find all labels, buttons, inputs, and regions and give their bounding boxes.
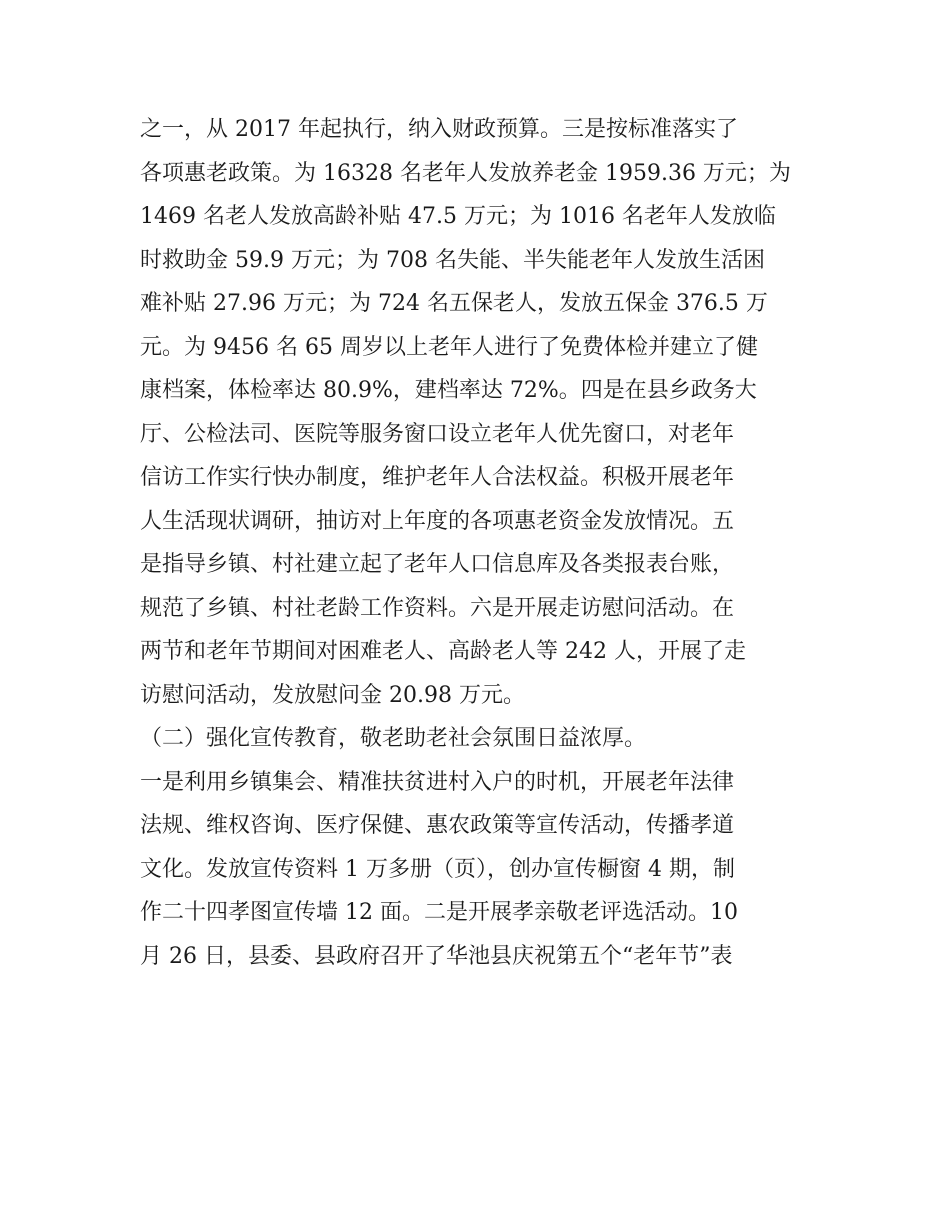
text-line: 元。为 9456 名 65 周岁以上老年人进行了免费体检并建立了健 [140, 334, 758, 360]
text-line: 厅、公检法司、医院等服务窗口设立老年人优先窗口，对老年 [140, 421, 735, 447]
text-line: 各项惠老政策。为 16328 名老年人发放养老金 1959.36 万元；为 [140, 160, 791, 186]
text-line: 难补贴 27.96 万元；为 724 名五保老人，发放五保金 376.5 万 [140, 291, 768, 316]
text-line: 月 26 日，县委、县政府召开了华池县庆祝第五个“老年节”表 [140, 943, 733, 969]
text-line: 信访工作实行快办制度，维护老年人合法权益。积极开展老年 [140, 465, 735, 490]
text-line: 法规、维权咨询、医疗保健、惠农政策等宣传活动，传播孝道 [140, 813, 735, 838]
text-line: 之一，从 2017 年起执行，纳入财政预算。三是按标准落实了 [140, 117, 738, 142]
text-line: 作二十四孝图宣传墙 12 面。二是开展孝亲敬老评选活动。10 [140, 900, 738, 925]
text-line: 时救助金 59.9 万元；为 708 名失能、半失能老年人发放生活困 [140, 247, 765, 273]
body-text [140, 108, 815, 978]
text-line: 一是利用乡镇集会、精准扶贫进村入户的时机，开展老年法律 [140, 769, 735, 795]
text-line: 规范了乡镇、村社老龄工作资料。六是开展走访慰问活动。在 [140, 595, 735, 621]
text-line: 康档案，体检率达 80.9%，建档率达 72%。四是在县乡政务大 [140, 378, 757, 403]
section-heading: （二）强化宣传教育，敬老助老社会氛围日益浓厚。 [140, 726, 647, 751]
text-line: 两节和老年节期间对困难老人、高龄老人等 242 人，开展了走 [140, 639, 746, 664]
text-line: 访慰问活动，发放慰问金 20.98 万元。 [140, 682, 525, 708]
text-line: 文化。发放宣传资料 1 万多册（页），创办宣传橱窗 4 期，制 [140, 856, 735, 882]
text-line: 人生活现状调研，抽访对上年度的各项惠老资金发放情况。五 [140, 508, 735, 534]
text-line: 1469 名老人发放高龄补贴 47.5 万元；为 1016 名老年人发放临 [140, 204, 776, 229]
text-line: 是指导乡镇、村社建立起了老年人口信息库及各类报表台账， [140, 552, 735, 577]
